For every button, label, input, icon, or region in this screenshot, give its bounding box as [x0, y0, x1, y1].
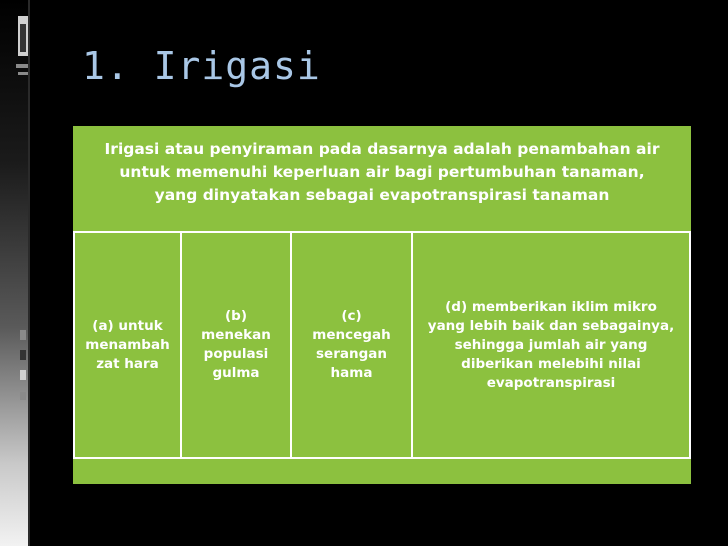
cell-line: (d) memberikan iklim mikro — [445, 298, 657, 315]
purpose-cell-a — [75, 233, 180, 457]
cell-line: mencegah — [312, 327, 391, 343]
decor-tick — [20, 24, 26, 52]
cell-line: yang lebih baik dan sebagainya, — [427, 317, 675, 334]
purpose-cell-d — [413, 233, 689, 457]
cell-line: menambah — [85, 336, 170, 353]
slide-title: 1. Irigasi — [82, 44, 321, 88]
cell-line: diberikan melebihi nilai — [461, 355, 641, 372]
cell-line: serangan — [316, 346, 387, 362]
decor-tick — [18, 72, 28, 75]
cell-line: sehingga jumlah air yang — [454, 336, 648, 353]
intro-line: Irigasi atau penyiraman pada dasarnya adalah penambahan air — [104, 140, 660, 158]
cell-line: (b) — [224, 308, 247, 324]
cell-line: evapotranspirasi — [486, 374, 616, 391]
cell-line: zat hara — [96, 355, 159, 372]
intro-line: yang dinyatakan sebagai evapotranspirasi tanaman — [154, 186, 610, 204]
cell-line: (c) — [341, 308, 362, 324]
decor-tick — [20, 370, 26, 380]
cell-line: populasi — [203, 346, 269, 362]
decor-tick — [20, 392, 26, 400]
purpose-cell-b — [182, 233, 290, 457]
decor-tick — [20, 350, 26, 360]
cell-line: hama — [330, 365, 373, 381]
intro-line: untuk memenuhi keperluan air bagi pertumbuhan tanaman, — [119, 163, 645, 181]
purpose-cell-c — [292, 233, 411, 457]
intro-paragraph — [73, 138, 691, 207]
table-divider — [689, 233, 691, 457]
left-decorative-bar — [0, 0, 30, 546]
cell-line: (a) untuk — [92, 317, 163, 334]
left-bar-line — [28, 0, 30, 546]
decor-tick — [20, 330, 26, 340]
purposes-table — [73, 231, 691, 459]
cell-line: gulma — [212, 365, 260, 381]
decor-tick — [16, 64, 28, 68]
cell-line: menekan — [201, 327, 271, 343]
